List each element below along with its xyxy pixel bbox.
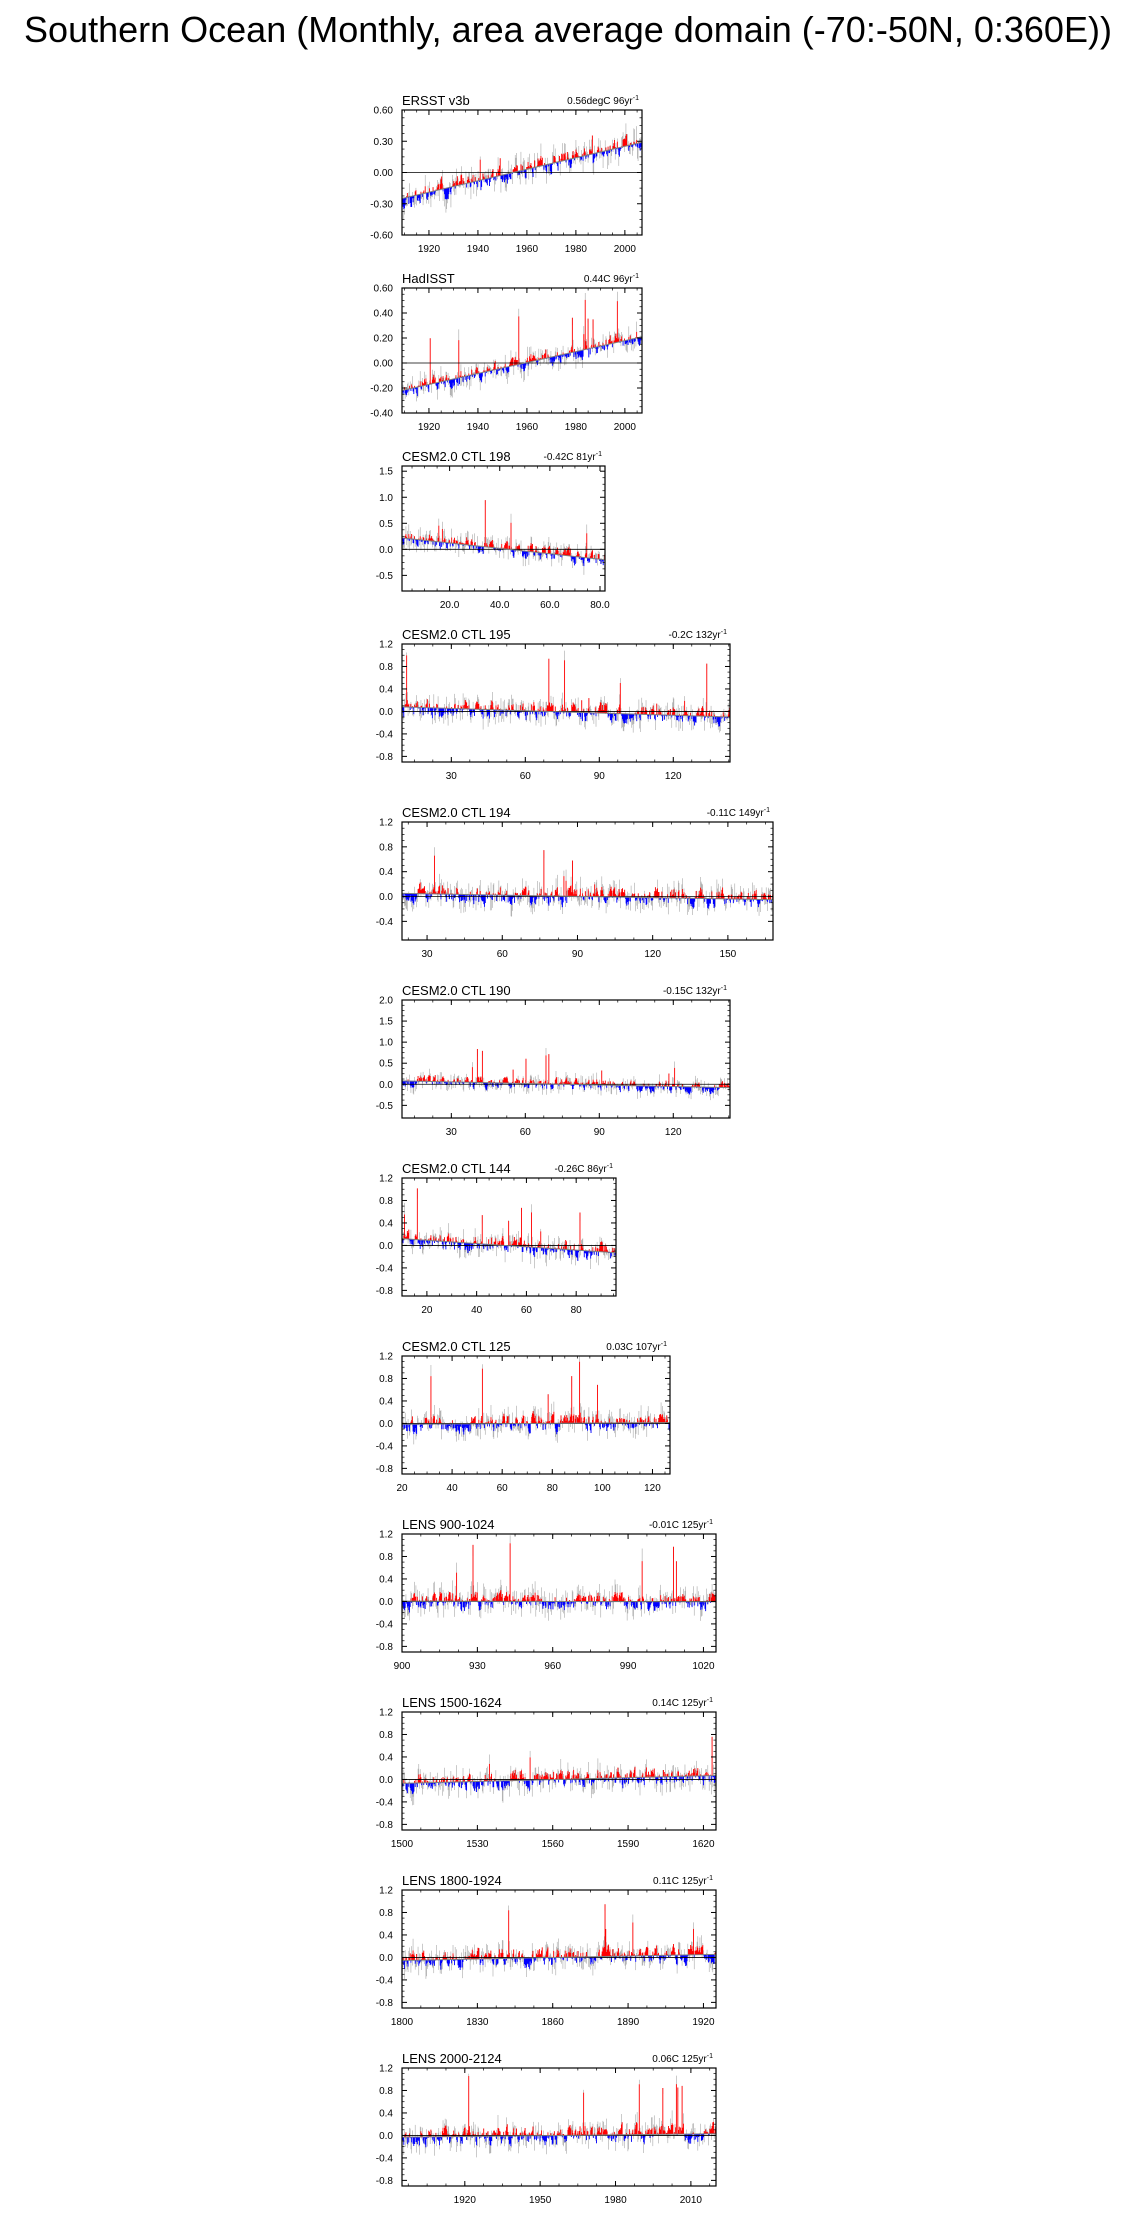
plot-frame — [402, 1712, 716, 1830]
y-tick-label: -0.5 — [375, 1100, 393, 1112]
x-tick-label: 1940 — [466, 244, 490, 255]
y-tick-label: -0.30 — [370, 199, 393, 211]
x-tick-label: 60.0 — [540, 600, 560, 611]
x-tick-label: 1590 — [616, 1839, 640, 1850]
x-tick-label: 60 — [520, 1305, 532, 1316]
negative-anomaly-bars — [402, 142, 641, 209]
panel-title: LENS 2000-2124 — [402, 2051, 502, 2066]
chart-panel — [376, 1517, 716, 1672]
y-tick-label: 0.0 — [379, 2130, 393, 2142]
y-tick-label: 0.30 — [373, 136, 393, 148]
trend-value: 0.06C 125yr — [652, 2054, 707, 2065]
x-tick-label: 60 — [496, 949, 508, 960]
y-tick-label: 0.60 — [373, 283, 393, 295]
positive-anomaly-bars — [405, 500, 604, 560]
y-tick-label: 0.8 — [379, 1195, 393, 1207]
plot-frame — [402, 288, 642, 413]
trend-line — [402, 337, 642, 391]
trend-annotation — [567, 95, 639, 107]
y-tick-label: 0.8 — [379, 1551, 393, 1563]
trend-exponent: -1 — [632, 95, 639, 102]
x-tick-label: 1940 — [466, 422, 490, 433]
x-tick-label: 1800 — [390, 2017, 414, 2028]
y-tick-label: 0.8 — [379, 2085, 393, 2097]
x-tick-label: 2000 — [613, 244, 636, 255]
x-tick-label: 80 — [570, 1305, 582, 1316]
y-tick-label: 0.60 — [373, 105, 393, 117]
y-tick-label: 0.5 — [379, 518, 393, 530]
panel-title: CESM2.0 CTL 198 — [402, 449, 511, 464]
panel-title: CESM2.0 CTL 125 — [402, 1339, 511, 1354]
x-tick-label: 2000 — [613, 422, 636, 433]
x-tick-label: 30 — [445, 1127, 457, 1138]
trend-exponent: -1 — [763, 807, 770, 814]
x-tick-label: 30 — [421, 949, 433, 960]
x-tick-label: 90 — [593, 1127, 605, 1138]
y-tick-label: 1.2 — [379, 1173, 393, 1185]
trend-annotation — [584, 273, 639, 285]
y-tick-label: -0.8 — [375, 1463, 393, 1475]
panel-title: HadISST — [402, 271, 455, 286]
trend-value: -0.26C 86yr — [554, 1164, 607, 1175]
x-tick-label: 900 — [393, 1661, 411, 1672]
y-tick-label: 1.0 — [379, 492, 393, 504]
y-tick-label: 0.8 — [379, 1373, 393, 1385]
y-tick-label: 0.4 — [379, 867, 393, 879]
plot-frame — [402, 466, 605, 591]
y-tick-label: 1.2 — [379, 1885, 393, 1897]
x-tick-label: 40.0 — [490, 600, 510, 611]
y-tick-label: 0.40 — [373, 308, 393, 320]
trend-exponent: -1 — [720, 985, 727, 992]
trend-annotation — [649, 1519, 713, 1531]
panel-title: LENS 1500-1624 — [402, 1695, 502, 1710]
x-tick-label: 1620 — [692, 1839, 715, 1850]
y-tick-label: 1.5 — [379, 1016, 393, 1028]
trend-value: 0.14C 125yr — [652, 1698, 707, 1709]
x-tick-label: 1920 — [692, 2017, 715, 2028]
y-tick-label: 1.2 — [379, 2063, 393, 2075]
y-tick-label: -0.4 — [375, 2153, 393, 2165]
y-tick-label: -0.4 — [375, 1797, 393, 1809]
x-tick-label: 1980 — [564, 422, 588, 433]
y-tick-label: 1.2 — [379, 1529, 393, 1541]
y-tick-label: 0.5 — [379, 1058, 393, 1070]
panel-title: CESM2.0 CTL 190 — [402, 983, 511, 998]
x-tick-label: 1020 — [692, 1661, 715, 1672]
trend-annotation — [669, 629, 728, 641]
x-tick-label: 60 — [519, 771, 531, 782]
x-tick-label: 1960 — [515, 422, 539, 433]
x-tick-label: 1830 — [466, 2017, 489, 2028]
variability-lines — [402, 1356, 669, 1444]
y-tick-label: 0.8 — [379, 661, 393, 673]
variability-lines — [402, 847, 772, 916]
variability-lines — [402, 1904, 715, 1979]
trend-exponent: -1 — [606, 1163, 613, 1170]
x-tick-label: 1980 — [564, 244, 588, 255]
x-tick-label: 1920 — [417, 422, 441, 433]
y-tick-label: 2.0 — [379, 995, 393, 1007]
trend-line — [402, 538, 605, 560]
y-tick-label: 1.2 — [379, 817, 393, 829]
x-tick-label: 80 — [546, 1483, 558, 1494]
negative-anomaly-bars — [402, 337, 641, 396]
x-tick-label: 1860 — [541, 2017, 564, 2028]
y-tick-label: 0.4 — [379, 1396, 393, 1408]
x-tick-label: 30 — [445, 771, 457, 782]
trend-value: -0.42C 81yr — [543, 452, 596, 463]
y-tick-label: 0.4 — [379, 1574, 393, 1586]
chart-panel — [376, 2051, 716, 2206]
trend-line — [402, 1601, 716, 1602]
y-tick-label: 1.2 — [379, 1351, 393, 1363]
trend-annotation — [555, 1163, 614, 1175]
x-tick-label: 80.0 — [590, 600, 610, 611]
y-tick-label: 0.0 — [379, 706, 393, 718]
y-tick-label: 0.4 — [379, 1752, 393, 1764]
trend-line — [402, 142, 642, 198]
y-tick-label: 0.0 — [379, 1240, 393, 1252]
y-tick-label: 0.0 — [379, 544, 393, 556]
y-tick-label: 1.2 — [379, 1707, 393, 1719]
x-tick-label: 1890 — [616, 2017, 640, 2028]
y-tick-label: 0.0 — [379, 1952, 393, 1964]
y-tick-label: 0.8 — [379, 1907, 393, 1919]
positive-anomaly-bars — [407, 134, 639, 197]
x-tick-label: 1500 — [390, 1839, 414, 1850]
y-tick-label: 0.8 — [379, 842, 393, 854]
variability-lines — [402, 651, 729, 733]
y-tick-label: 0.4 — [379, 1218, 393, 1230]
y-tick-label: 1.5 — [379, 466, 393, 478]
x-tick-label: 2010 — [679, 2195, 703, 2206]
variability-lines — [402, 2074, 715, 2158]
x-tick-label: 1980 — [604, 2195, 627, 2206]
y-tick-label: -0.8 — [375, 1819, 393, 1831]
trend-value: 0.03C 107yr — [606, 1342, 661, 1353]
positive-anomaly-bars — [405, 655, 730, 717]
x-tick-label: 930 — [469, 1661, 486, 1672]
trend-value: -0.2C 132yr — [668, 630, 721, 641]
trend-annotation — [652, 2053, 713, 2065]
variability-lines — [402, 1737, 715, 1805]
panel-title: CESM2.0 CTL 144 — [402, 1161, 511, 1176]
chart-panel — [376, 805, 773, 960]
chart-panel — [370, 271, 642, 433]
y-tick-label: 0.0 — [379, 1774, 393, 1786]
y-tick-label: 0.0 — [379, 892, 393, 904]
trend-exponent: -1 — [660, 1341, 667, 1348]
chart-panel — [376, 449, 610, 611]
x-tick-label: 40 — [471, 1305, 483, 1316]
x-tick-label: 120 — [644, 1483, 661, 1494]
chart-panel — [376, 1339, 670, 1494]
page-title: Southern Ocean (Monthly, area average domain (-70:-50N, 0:360E)) — [24, 9, 1112, 50]
trend-value: 0.11C 125yr — [653, 1876, 707, 1887]
chart-panel — [370, 93, 642, 255]
x-tick-label: 20.0 — [439, 600, 460, 611]
x-tick-label: 1530 — [466, 1839, 489, 1850]
x-tick-label: 960 — [544, 1661, 562, 1672]
trend-annotation — [653, 1875, 713, 1887]
y-tick-label: 0.4 — [379, 2108, 393, 2120]
x-tick-label: 1920 — [417, 244, 441, 255]
plot-frame — [402, 1000, 730, 1118]
x-tick-label: 120 — [644, 949, 662, 960]
chart-panel — [376, 1695, 716, 1850]
x-tick-label: 60 — [519, 1127, 531, 1138]
x-tick-label: 40 — [446, 1483, 458, 1494]
plot-frame — [402, 1890, 716, 2008]
x-tick-label: 20 — [421, 1305, 433, 1316]
panel-title: CESM2.0 CTL 195 — [402, 627, 511, 642]
y-tick-label: 0.00 — [373, 168, 393, 179]
x-tick-label: 120 — [664, 771, 682, 782]
trend-value: -0.01C 125yr — [648, 1520, 707, 1531]
y-tick-label: -0.8 — [375, 2175, 393, 2187]
panel-title: LENS 900-1024 — [402, 1517, 495, 1532]
y-tick-label: -0.8 — [375, 1641, 393, 1653]
y-tick-label: 0.00 — [373, 358, 393, 370]
trend-exponent: -1 — [706, 1875, 713, 1882]
y-tick-label: 0.0 — [379, 1418, 393, 1430]
panel-title: ERSST v3b — [402, 93, 470, 108]
y-tick-label: -0.4 — [375, 916, 393, 928]
x-tick-label: 20 — [396, 1483, 408, 1494]
trend-annotation — [606, 1341, 667, 1353]
y-tick-label: -0.4 — [375, 729, 393, 741]
y-tick-label: 0.0 — [379, 1079, 393, 1091]
chart-panel — [376, 1161, 616, 1316]
y-tick-label: -0.4 — [375, 1619, 393, 1631]
x-tick-label: 60 — [496, 1483, 508, 1494]
y-tick-label: -0.60 — [370, 230, 393, 242]
x-tick-label: 1560 — [541, 1839, 564, 1850]
x-tick-label: 1950 — [529, 2195, 552, 2206]
y-tick-label: 1.2 — [379, 639, 393, 651]
x-tick-label: 1960 — [515, 244, 539, 255]
panel-title: LENS 1800-1924 — [402, 1873, 502, 1888]
y-tick-label: 0.8 — [379, 1729, 393, 1741]
y-tick-label: -0.4 — [375, 1975, 393, 1987]
y-tick-label: -0.8 — [375, 1997, 393, 2009]
chart-panel — [376, 627, 730, 782]
trend-value: 0.44C 96yr — [583, 274, 633, 285]
trend-exponent: -1 — [595, 451, 602, 458]
trend-value: -0.11C 149yr — [706, 808, 764, 819]
trend-exponent: -1 — [720, 629, 727, 636]
panel-title: CESM2.0 CTL 194 — [402, 805, 511, 820]
trend-annotation — [652, 1697, 713, 1709]
trend-value: -0.15C 132yr — [662, 986, 721, 997]
trend-annotation — [663, 985, 727, 997]
x-tick-label: 150 — [719, 949, 737, 960]
y-tick-label: -0.4 — [375, 1263, 393, 1275]
trend-exponent: -1 — [706, 1697, 713, 1704]
trend-value: 0.56degC 96yr — [567, 96, 633, 107]
y-tick-label: 1.0 — [379, 1037, 393, 1049]
y-tick-label: -0.4 — [375, 1441, 393, 1453]
x-tick-label: 1920 — [453, 2195, 476, 2206]
chart-panel — [376, 1873, 716, 2028]
y-tick-label: -0.8 — [375, 751, 393, 763]
chart-panel — [376, 983, 730, 1138]
y-tick-label: 0.0 — [379, 1596, 393, 1608]
y-tick-label: 0.4 — [379, 684, 393, 696]
y-tick-label: -0.40 — [370, 408, 393, 420]
y-tick-label: -0.8 — [375, 1285, 393, 1297]
x-tick-label: 90 — [571, 949, 584, 960]
y-tick-label: 0.20 — [373, 333, 393, 345]
y-tick-label: -0.5 — [375, 570, 393, 582]
trend-exponent: -1 — [706, 2053, 713, 2060]
x-tick-label: 100 — [594, 1483, 611, 1494]
trend-annotation — [707, 807, 770, 819]
x-tick-label: 120 — [664, 1127, 682, 1138]
positive-anomaly-bars — [417, 850, 772, 900]
y-tick-label: -0.20 — [370, 383, 393, 395]
variability-lines — [402, 1048, 729, 1100]
trend-annotation — [544, 451, 603, 463]
trend-exponent: -1 — [706, 1519, 713, 1526]
y-tick-label: 0.4 — [379, 1930, 393, 1942]
x-tick-label: 990 — [619, 1661, 637, 1672]
trend-exponent: -1 — [632, 273, 639, 280]
x-tick-label: 90 — [593, 771, 605, 782]
